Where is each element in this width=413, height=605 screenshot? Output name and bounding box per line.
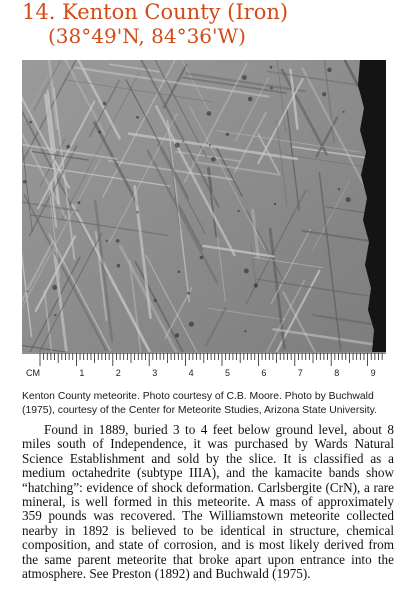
ruler-number: 7	[297, 368, 303, 378]
ruler-number: 3	[152, 368, 158, 378]
ruler-number: 5	[225, 368, 231, 378]
meteorite-photo	[22, 60, 386, 352]
ruler-unit-label: CM	[26, 368, 40, 378]
ruler-number: 2	[115, 368, 121, 378]
scale-ruler	[22, 352, 386, 380]
figure-caption: Kenton County meteorite. Photo courtesy of C.B. Moore. Photo by Buchwald (1975), courtesy of the Center for Meteorite Studies, Arizona State University.	[22, 391, 377, 416]
ruler-number: 8	[334, 368, 340, 378]
ruler-number: 9	[370, 368, 376, 378]
meteorite-title: 14. Kenton County (Iron)	[22, 0, 289, 24]
ruler-number: 4	[188, 368, 194, 378]
meteorite-coordinates: (38°49'N, 84°36'W)	[48, 24, 246, 48]
ruler-number: 1	[79, 368, 85, 378]
ruler-number: 6	[261, 368, 267, 378]
body-paragraph: Found in 1889, buried 3 to 4 feet below ground level, about 8 miles south of Independence, it was purchased by Wards Natural Science Establishment and sold by the slice. It is classified as a medium octahedrite (subtype IIIA), and the kamacite bands show “hatching”: evidence of shock deformation. Carlsbergite (CrN), a rare mineral, is well formed in this meteorite. A mass of approximately 359 pounds was recovered. The Williamstown meteorite collected nearby in 1892 is believed to be identical in structure, chemical composition, and state of corrosion, and is most likely derived from the same parent meteorite that broke apart upon entrance into the atmosphere. See Preston (1892) and Buchwald (1975).	[22, 422, 394, 582]
body-text	[22, 423, 394, 581]
